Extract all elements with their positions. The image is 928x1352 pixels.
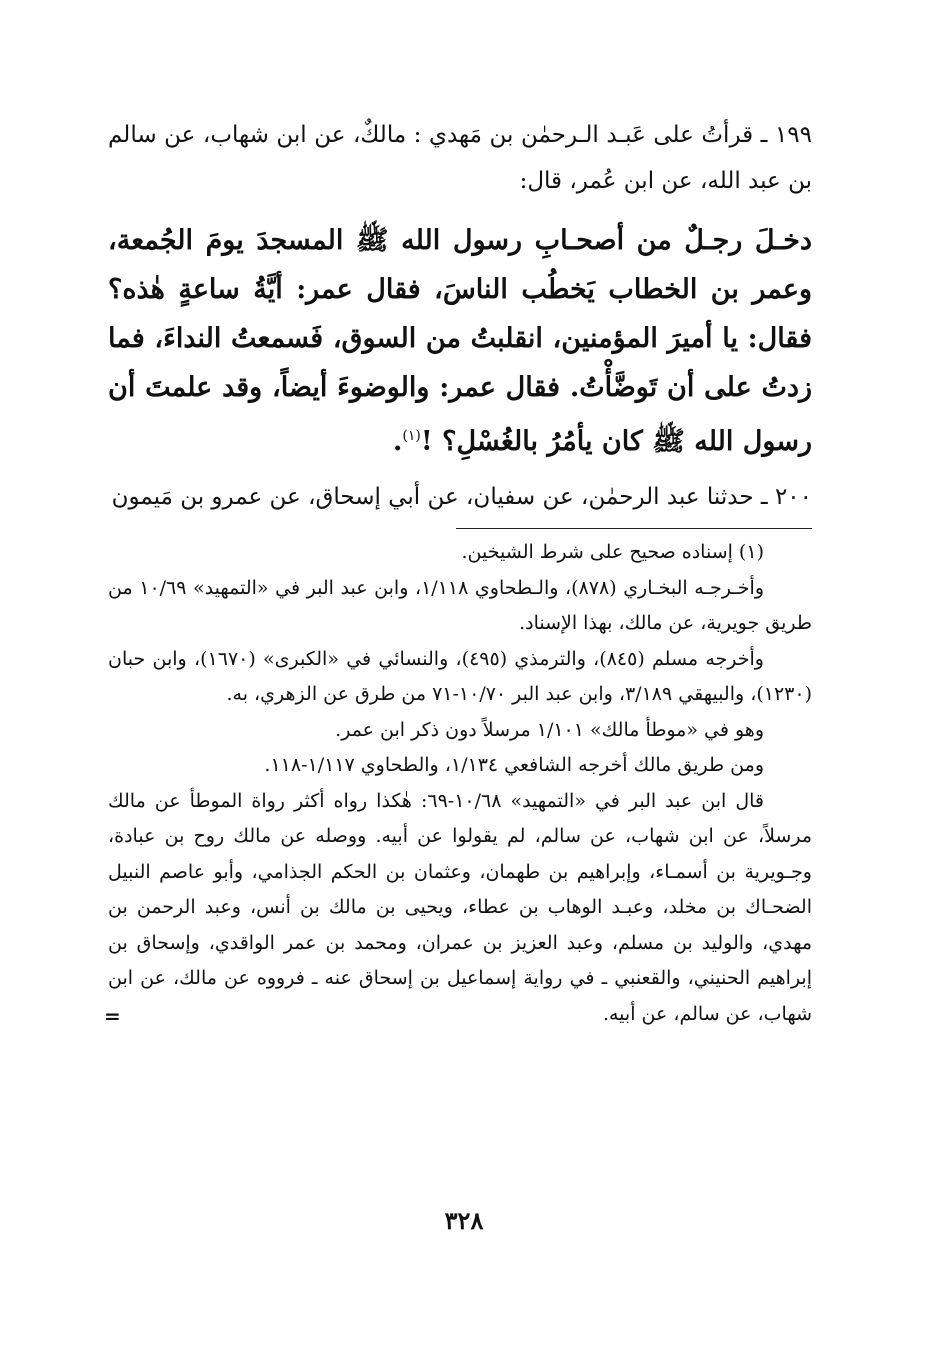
- footnote-5: ومن طريق مالك أخرجه الشافعي ١/١٣٤، والطحاوي ١/١١٧-١١٨.: [264, 754, 764, 776]
- footnote-divider: [456, 528, 812, 529]
- hadith-200-intro: ٢٠٠ ـ حدثنا عبد الرحمٰن، عن سفيان، عن أبي إسحاق، عن عمرو بن مَيمون: [111, 484, 812, 510]
- hadith-199-text: [108, 216, 812, 466]
- hadith-199-body: دخـلَ رجـلٌ من أصحـابِ رسول الله ﷺ المسجدَ يومَ الجُمعة، وعمر بن الخطاب يَخطُب الناسَ، فقال عمر: أيَّةُ ساعةٍ هٰذه؟ فقال: يا أميرَ المؤمنين، انقلبتُ من السوق، فَسمعتُ النداءَ، فما زدتُ على أن تَوضَّأْتُ. فقال عمر: والوضوءَ أيضاً، وقد علمتَ أن رسول الله ﷺ كان يأمُرُ بالغُسْلِ؟ !: [108, 225, 812, 457]
- hadith-199-intro: ١٩٩ ـ قرأتُ على عَبـد الـرحمٰن بن مَهدي : مالكٌ، عن ابن شهاب، عن سالم بن عبد الله، عن ابن عُمر، قال:: [108, 122, 812, 194]
- page-body: [104, 112, 812, 1032]
- footnote-6: قال ابن عبد البر في «التمهيد» ١٠/٦٨-٦٩: هٰكذا رواه أكثر رواة الموطأ عن مالك مرسلاً، عن ابن شهاب، عن سالم، لم يقولوا عن أبيه. ووصله عن مالك روح بن عبادة، وجـويرية بن أسمـاء، وإبراهيم بن طهمان، وعثمان بن الحكم الجذامي، وأبو عاصم النبيل الضحـاك بن مخلد، وعبـد الوهاب بن عطاء، ويحيى بن مالك بن أنس، وعبد الرحمن بن مهدي، والوليد بن مسلم، وعبد العزيز بن عمران، ومحمد بن عمر الواقدي، وإسحاق بن إبراهيم الحنيني، والقعنبي ـ في رواية إسماعيل بن إسحاق عنه ـ فرووه عن مالك، عن ابن شهاب، عن سالم، عن أبيه.: [108, 789, 812, 1025]
- footnotes: [104, 535, 812, 1032]
- footnote-2: وأخـرجـه البخـاري (٨٧٨)، والـطحاوي ١/١١٨، وابن عبد البر في «التمهيد» ١٠/٦٩ من طريق جويرية، عن مالك، بهذا الإسناد.: [108, 576, 812, 634]
- footnote-4: وهو في «موطأ مالك» ١/١٠١ مرسلاً دون ذكر ابن عمر.: [335, 718, 764, 741]
- footnote-1: (١) إسناده صحيح على شرط الشيخين.: [461, 541, 764, 563]
- continuation-mark: =: [104, 1004, 121, 1028]
- page-number: ٣٢٨: [444, 1206, 484, 1235]
- footnote-3: وأخرجه مسلم (٨٤٥)، والترمذي (٤٩٥)، والنسائي في «الكبرى» (١٦٧٠)، وابن حبان (١٢٣٠)، والبيهقي ٣/١٨٩، وابن عبد البر ١٠/٧٠-٧١ من طرق عن الزهري، به.: [108, 647, 812, 705]
- footnote-ref[interactable]: (١): [402, 428, 421, 444]
- hadith-199-end: .: [393, 426, 403, 457]
